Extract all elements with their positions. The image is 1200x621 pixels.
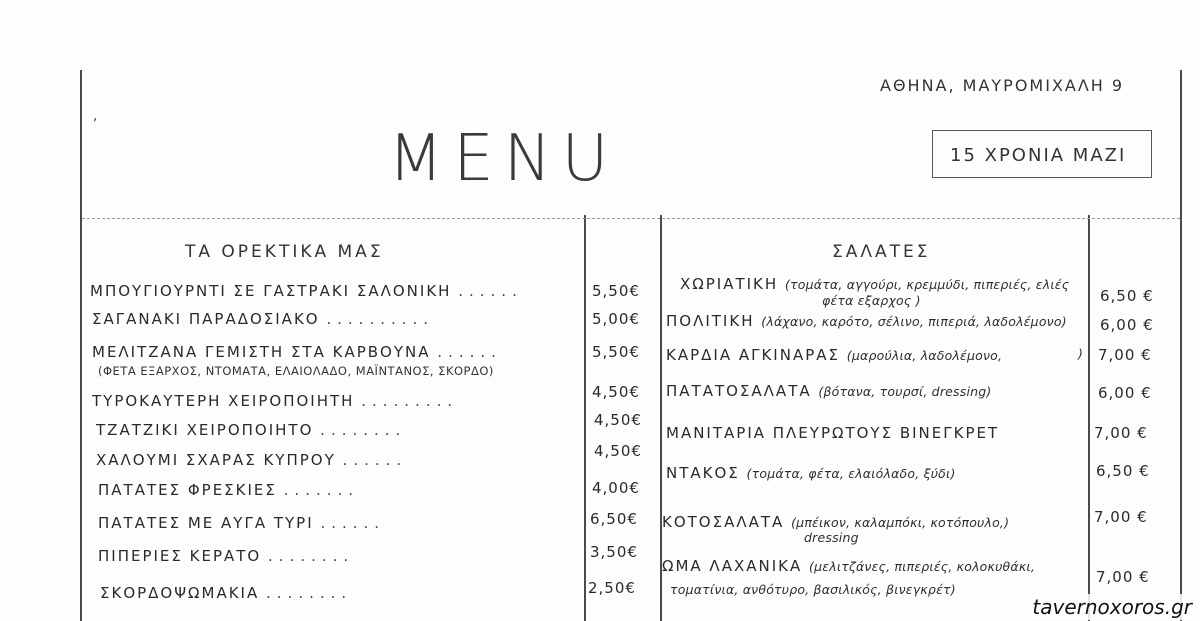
- appetizer-name: ΜΕΛΙΤΖΑΝΑ ΓΕΜΙΣΤΗ ΣΤΑ ΚΑΡΒΟΥΝΑ ......: [92, 343, 502, 361]
- salad-price: 6,00 €: [1100, 316, 1154, 334]
- salad-price: 7,00 €: [1094, 424, 1148, 442]
- salad-price-divider: [1088, 215, 1090, 621]
- appetizer-price: 2,50€: [588, 579, 636, 597]
- appetizer-name: ΣΚΟΡΔΟΨΩΜΑΚΙΑ ........: [100, 584, 353, 602]
- right-border-line: [1180, 70, 1182, 621]
- salad-name: ΝΤΑΚΟΣ (τομάτα, φέτα, ελαιόλαδο, ξύδι): [666, 464, 956, 482]
- salad-description-end: ): [1078, 346, 1084, 361]
- salad-name: ΩΜΑ ΛΑΧΑΝΙΚΑ (μελιτζάνες, πιπεριές, κολοκυθάκι,: [662, 557, 1035, 575]
- salad-name: ΠΟΛΙΤΙΚΗ (λάχανο, καρότο, σέλινο, πιπεριά, λαδολέμονο): [666, 312, 1067, 330]
- appetizer-name: ΠΑΤΑΤΕΣ ΦΡΕΣΚΙΕΣ .......: [98, 481, 360, 499]
- appetizer-price: 6,50€: [590, 510, 638, 528]
- salad-description: φέτα εξαρχος ): [822, 293, 921, 308]
- appetizer-price: 5,50€: [592, 282, 640, 300]
- appetizer-price-divider: [584, 215, 586, 621]
- appetizer-price: 4,50€: [594, 411, 642, 429]
- left-border-line: [80, 70, 82, 621]
- appetizers-title: ΤΑ ΟΡΕΚΤΙΚΑ ΜΑΣ: [185, 242, 384, 262]
- appetizer-price: 5,50€: [592, 343, 640, 361]
- appetizer-price: 4,50€: [592, 383, 640, 401]
- appetizer-price: 4,50€: [594, 442, 642, 460]
- salad-price: 7,00 €: [1098, 346, 1152, 364]
- salad-price: 7,00 €: [1094, 508, 1148, 526]
- salad-description: τοματίνια, ανθότυρο, βασιλικός, βινεγκρέτ): [670, 582, 956, 597]
- appetizer-name: ΣΑΓΑΝΑΚΙ ΠΑΡΑΔΟΣΙΑΚΟ ..........: [92, 310, 435, 328]
- appetizer-name: ΧΑΛΟΥΜΙ ΣΧΑΡΑΣ ΚΥΠΡΟΥ ......: [96, 451, 408, 469]
- salad-name: ΜΑΝΙΤΑΡΙΑ ΠΛΕΥΡΩΤΟΥΣ ΒΙΝΕΓΚΡΕΤ: [666, 424, 1000, 442]
- salad-name: ΚΑΡΔΙΑ ΑΓΚΙΝΑΡΑΣ (μαρούλια, λαδολέμονο,: [666, 346, 1003, 364]
- menu-title: MENU: [388, 122, 619, 196]
- salad-price: 6,50 €: [1100, 287, 1154, 305]
- appetizer-ingredients: (ΦΕΤΑ ΕΞΑΡΧΟΣ, ΝΤΟΜΑΤΑ, ΕΛΑΙΟΛΑΔΟ, ΜΑΪΝΤΑΝΟΣ, ΣΚΟΡΔΟ): [98, 364, 494, 378]
- corner-mark: ,: [93, 108, 98, 124]
- salad-price: 6,50 €: [1096, 462, 1150, 480]
- salad-description: dressing: [804, 530, 859, 545]
- appetizer-name: ΤΖΑΤΖΙΚΙ ΧΕΙΡΟΠΟΙΗΤΟ ........: [96, 421, 407, 439]
- anniversary-text: 15 ΧΡΟΝΙΑ ΜΑΖΙ: [950, 145, 1127, 166]
- salad-name: ΚΟΤΟΣΑΛΑΤΑ (μπέικον, καλαμπόκι, κοτόπουλο,): [662, 513, 1010, 531]
- salad-name: ΠΑΤΑΤΟΣΑΛΑΤΑ (βότανα, τουρσί, dressing): [666, 382, 992, 400]
- appetizer-price: 4,00€: [592, 479, 640, 497]
- salad-name: ΧΩΡΙΑΤΙΚΗ (τομάτα, αγγούρι, κρεμμύδι, πιπεριές, ελιές: [680, 275, 1070, 293]
- salads-title: ΣΑΛΑΤΕΣ: [832, 242, 931, 262]
- header-divider: [82, 218, 1180, 219]
- appetizer-name: ΜΠΟΥΓΙΟΥΡΝΤΙ ΣΕ ΓΑΣΤΡΑΚΙ ΣΑΛΟΝΙΚΗ ......: [90, 282, 523, 300]
- watermark: tavernoxoros.gr: [1026, 594, 1198, 620]
- appetizer-name: ΠΙΠΕΡΙΕΣ ΚΕΡΑΤΟ ........: [98, 547, 355, 565]
- address: ΑΘΗΝΑ, ΜΑΥΡΟΜΙΧΑΛΗ 9: [880, 76, 1125, 95]
- appetizer-name: ΠΑΤΑΤΕΣ ΜΕ ΑΥΓΑ ΤΥΡΙ ......: [98, 514, 386, 532]
- salad-price: 6,00 €: [1098, 384, 1152, 402]
- appetizer-price: 5,00€: [592, 310, 640, 328]
- appetizer-name: ΤΥΡΟΚΑΥΤΕΡΗ ΧΕΙΡΟΠΟΙΗΤΗ .........: [92, 392, 459, 410]
- appetizer-price: 3,50€: [590, 543, 638, 561]
- salad-price: 7,00 €: [1096, 568, 1150, 586]
